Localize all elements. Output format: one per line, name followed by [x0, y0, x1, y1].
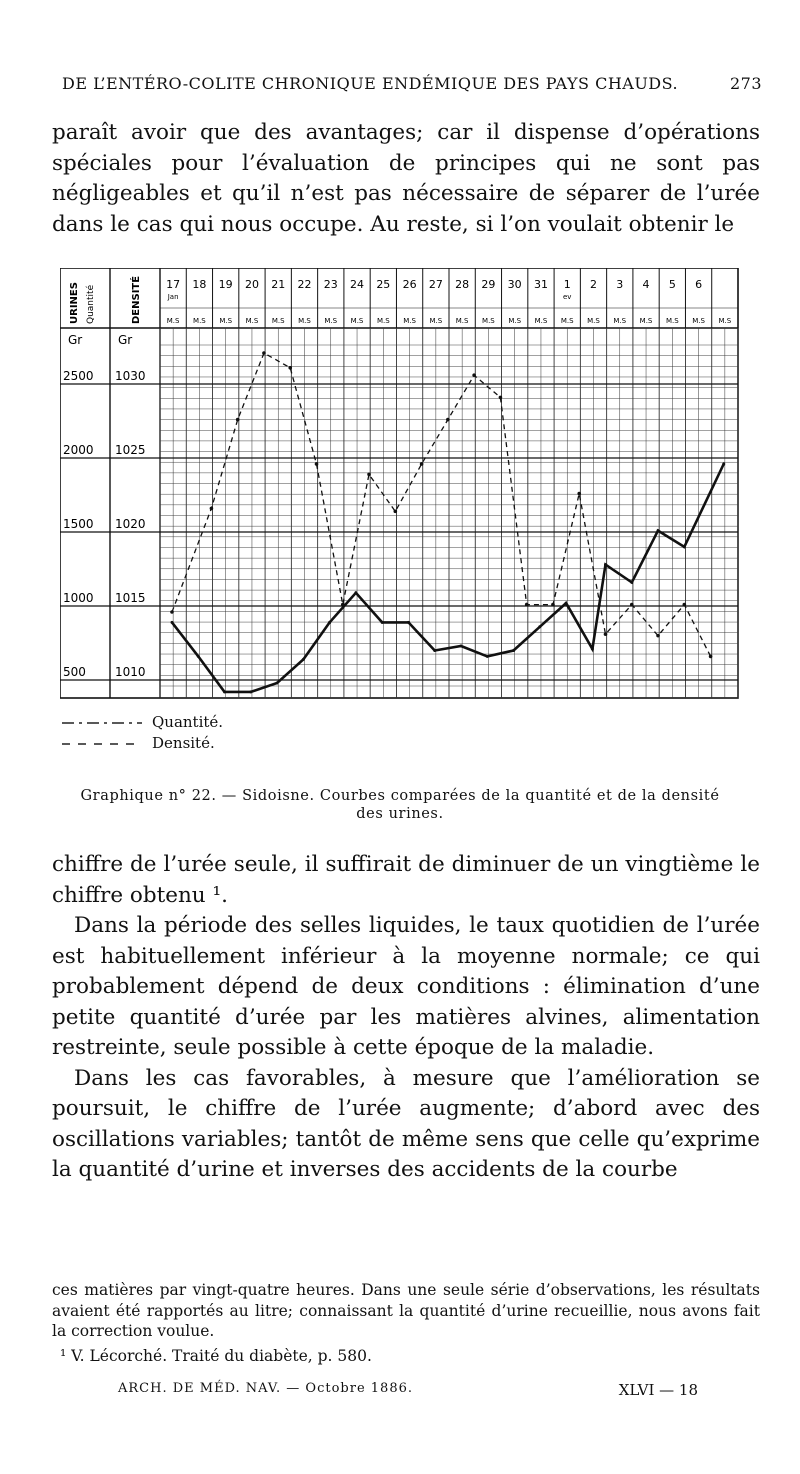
caption-line-1: Graphique n° 22. — Sidoisne. Courbes comparées de la quantité et de la densité	[80, 788, 720, 804]
paragraph-intro: paraît avoir que des avantages; car il dispense d’opérations spéciales pour l’évaluation de principes qui ne sont pas négligeables et qu’il n’est pas nécessaire de séparer de l’urée dans le cas qui nous occupe. Au reste, si l’on voulait obtenir le	[52, 120, 760, 237]
paragraph-periode: Dans la période des selles liquides, le taux quotidien de l’urée est habituellement inférieur à la moyenne normale; ce qui probablement dépend de deux conditions : élimination d’une petite quantité d’urée par les matières alvines, alimentation restreinte, seule possible à cette époque de la maladie.	[52, 913, 760, 1060]
day-label: 17	[166, 278, 181, 291]
series-densite-point	[223, 690, 226, 693]
series-densite-point	[381, 621, 384, 624]
day-sub-label: M.S	[166, 317, 180, 325]
journal-signature: ARCH. DE MÉD. NAV. — Octobre 1886.	[118, 1381, 413, 1396]
month-note: Jan	[167, 293, 179, 301]
body-after-figure	[52, 850, 760, 1186]
series-densite-point	[433, 649, 436, 652]
day-sub-label: M.S	[324, 317, 338, 325]
legend-densite	[62, 733, 223, 754]
header-urines-label: URINES	[69, 282, 80, 324]
series-quantite-point	[236, 418, 240, 422]
day-sub-label: M.S	[508, 317, 522, 325]
y-tick-label-left: 1000	[63, 591, 94, 605]
paragraph-cas-favorables: Dans les cas favorables, à mesure que l’amélioration se poursuit, le chiffre de l’urée augmente; d’abord avec des oscillations variables; tantôt de même sens que celle qu’exprime la quantité d’urine et inverses des accidents de la courbe	[52, 1065, 760, 1182]
series-quantite-point	[577, 492, 581, 496]
series-densite-point	[249, 690, 252, 693]
series-densite-point	[197, 655, 200, 658]
series-densite-point	[512, 649, 515, 652]
day-label: 29	[481, 278, 496, 291]
day-label: 23	[323, 278, 338, 291]
day-label: 21	[271, 278, 286, 291]
series-densite-point	[538, 625, 541, 628]
day-label: 18	[192, 278, 207, 291]
y-tick-label-right: 1030	[115, 369, 146, 383]
footnote-1: ¹ V. Lécorché. Traité du diabète, p. 580.	[60, 1347, 372, 1365]
bottom-line	[118, 1381, 698, 1399]
day-label: 1	[563, 278, 571, 291]
chart-legend	[62, 712, 223, 754]
series-quantite-point	[551, 603, 555, 607]
series-quantite-point	[604, 632, 608, 636]
paragraph-chiffre: chiffre de l’urée seule, il suffirait de diminuer de un vingtième le chiffre obtenu ¹.	[52, 852, 760, 908]
day-label: 28	[455, 278, 470, 291]
day-label: 3	[616, 278, 624, 291]
series-densite-point	[276, 682, 279, 685]
series-quantite-point	[683, 603, 687, 607]
series-quantite-point	[525, 603, 529, 607]
day-label: 4	[642, 278, 650, 291]
header-quantite-label: Quantité	[86, 284, 96, 324]
series-quantite-point	[394, 510, 398, 514]
day-label: 31	[533, 278, 548, 291]
series-quantite-point	[499, 396, 503, 400]
day-sub-label: M.S	[718, 317, 732, 325]
series-densite-point	[630, 581, 633, 584]
day-label: 5	[668, 278, 676, 291]
day-sub-label: M.S	[219, 317, 233, 325]
legend-quantite-swatch	[62, 719, 142, 727]
y-tick-label-left: 500	[63, 665, 86, 679]
day-sub-label: M.S	[298, 317, 311, 325]
day-label: 27	[428, 278, 443, 291]
series-densite-line	[172, 464, 724, 692]
day-label: 24	[350, 278, 365, 291]
month-note: ev	[563, 293, 572, 301]
day-sub-label: M.S	[350, 317, 364, 325]
series-densite-point	[328, 621, 331, 624]
day-sub-label: M.S	[639, 317, 653, 325]
series-quantite-point	[656, 634, 660, 638]
day-label: 19	[218, 278, 233, 291]
legend-densite-swatch	[62, 740, 142, 748]
series-quantite-point	[288, 366, 292, 370]
day-sub-label: M.S	[193, 317, 206, 325]
series-quantite-point	[170, 610, 174, 614]
series-quantite-point	[472, 373, 476, 377]
day-sub-label: M.S	[403, 317, 416, 325]
footnote-continued: ces matières par vingt-quatre heures. Dans une seule série d’observations, les résultats avaient été rapportés au litre; connaissant la quantité d’urine recueillie, nous avons fait la correction voulue.	[52, 1281, 760, 1340]
series-densite-point	[302, 658, 305, 661]
day-sub-label: M.S	[376, 317, 390, 325]
day-sub-label: M.S	[429, 317, 443, 325]
y-tick-label-left: 1500	[63, 517, 94, 531]
legend-densite-label: Densité.	[152, 734, 215, 752]
day-label: 20	[244, 278, 259, 291]
day-sub-label: M.S	[271, 317, 285, 325]
day-sub-label: M.S	[587, 317, 600, 325]
unit-left-label: Gr	[68, 333, 83, 347]
series-quantite-point	[420, 462, 424, 466]
day-label: 25	[376, 278, 391, 291]
caption-line-2: des urines.	[356, 806, 444, 822]
y-tick-label-right: 1020	[115, 517, 146, 531]
series-densite-point	[407, 621, 410, 624]
series-quantite-point	[262, 351, 266, 355]
day-sub-label: M.S	[665, 317, 679, 325]
series-densite-point	[171, 621, 174, 624]
series-densite-point	[486, 655, 489, 658]
urine-chart	[60, 268, 740, 708]
chart-svg	[60, 268, 740, 708]
day-sub-label: M.S	[692, 317, 705, 325]
page-number: 273	[729, 74, 762, 93]
legend-quantite	[62, 712, 223, 733]
day-label: 2	[590, 278, 597, 291]
series-quantite-point	[446, 418, 450, 422]
unit-right-label: Gr	[118, 333, 133, 347]
series-quantite-point	[709, 655, 713, 659]
series-densite-point	[722, 463, 725, 466]
day-sub-label: M.S	[534, 317, 548, 325]
series-quantite-point	[210, 507, 214, 511]
series-densite-point	[657, 529, 660, 532]
legend-quantite-label: Quantité.	[152, 713, 224, 731]
y-tick-label-left: 2000	[63, 443, 94, 457]
day-label: 22	[297, 278, 312, 291]
y-tick-label-right: 1010	[115, 665, 146, 679]
series-densite-point	[460, 645, 463, 648]
series-densite-point	[604, 563, 607, 566]
series-quantite-point	[367, 473, 371, 477]
sheet-signature: XLVI — 18	[618, 1381, 698, 1399]
series-densite-point	[565, 602, 568, 605]
series-quantite-point	[630, 603, 634, 607]
day-sub-label: M.S	[482, 317, 495, 325]
y-tick-label-left: 2500	[63, 369, 94, 383]
chart-frame	[60, 268, 738, 698]
header-densite-label: DENSITÉ	[131, 275, 142, 324]
y-tick-label-right: 1015	[115, 591, 146, 605]
series-densite-point	[683, 545, 686, 548]
figure-caption	[60, 787, 740, 823]
day-label: 26	[402, 278, 417, 291]
day-sub-label: M.S	[245, 317, 259, 325]
running-head-title: DE L’ENTÉRO-COLITE CHRONIQUE ENDÉMIQUE DES PAYS CHAUDS.	[62, 74, 679, 93]
day-label: 6	[695, 278, 703, 291]
running-head	[62, 74, 762, 93]
day-sub-label: M.S	[613, 317, 627, 325]
day-sub-label: M.S	[560, 317, 574, 325]
series-densite-point	[591, 648, 594, 651]
y-tick-label-right: 1025	[115, 443, 146, 457]
series-quantite-point	[315, 462, 319, 466]
series-densite-point	[354, 591, 357, 594]
day-label: 30	[507, 278, 522, 291]
day-sub-label: M.S	[455, 317, 469, 325]
